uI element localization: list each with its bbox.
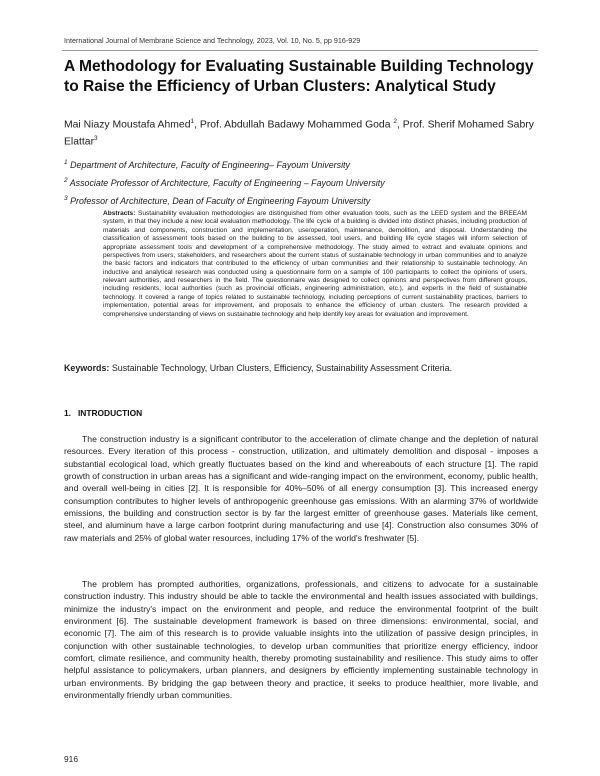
paper-title: A Methodology for Evaluating Sustainable Building Technology to Raise the Efficiency of Urban Clusters: Analytical Study: [64, 58, 534, 95]
page-number: 916: [64, 754, 78, 764]
author-name: Mai Niazy Moustafa Ahmed: [64, 119, 191, 131]
abstract-label: Abstracts:: [103, 210, 136, 217]
author-mark: 2: [393, 118, 398, 125]
affiliation-text: Department of Architecture, Faculty of Engineering– Fayoum University: [70, 159, 350, 170]
journal-header: International Journal of Membrane Science and Technology, 2023, Vol. 10, No. 5, pp 916-929: [64, 36, 361, 45]
author-mark: 3: [94, 134, 98, 142]
keywords: [64, 363, 544, 373]
affiliation-1: [64, 159, 350, 170]
abstract: [103, 210, 527, 319]
affiliation-text: Professor of Architecture, Dean of Faculty of Engineering Fayoum University: [70, 195, 371, 206]
paragraph: The construction industry is a significant contributor to the acceleration of climate change and the depletion of natural resources. Every iteration of this process - construction, utilization, and ultimately demolition and disposal - imposes a substantial ecological load, which greatly fluctuates based on the kind and whereabouts of each structure [1]. The rapid growth of construction in urban areas has a significant and wide-ranging impact on the environment, economy, public health, and overall well-being in cities [2]. It is responsible for 40%–50% of all energy consumption [3]. This increased energy consumption contributes to higher levels of anthropogenic greenhouse gas emissions. With an alarming 37% of worldwide emissions, the building and construction sector is by far the largest emitter of greenhouse gases. Materials like cement, steel, and aluminum have a large carbon footprint during manufacturing and use [4]. Construction also consumes 30% of raw materials and 25% of global water resources, including 17% of the world's freshwater [5].: [64, 434, 538, 543]
affiliation-mark: 2: [64, 177, 68, 184]
affiliation-3: [64, 195, 370, 206]
affiliation-mark: 1: [64, 159, 68, 166]
paragraph: The problem has prompted authorities, organizations, professionals, and citizens to advocate for a sustainable construction industry. This industry should be able to tackle the environmental and health issues associated with buildings, minimize the industry's impact on the environment and people, and reduce the environmental footprint of the built environment [6]. The sustainable development framework is based on three dimensions: environmental, social, and economic [7]. The aim of this research is to provide valuable insights into the utilization of passive design principles, in conjunction with other sustainable technologies, to develop urban communities that prioritize energy efficiency, indoor comfort, climate resilience, and community health, thereby promoting sustainability and resilience. This study aims to offer helpful assistance to policymakers, urban planners, and designers by efficiently implementing sustainable technology in urban environments. By bridging the gap between theory and practice, it seeks to produce healthier, more livable, and environmentally friendly urban communities.: [64, 579, 538, 701]
section-heading: 1. INTRODUCTION: [64, 408, 143, 418]
affiliation-text: Associate Professor of Architecture, Faculty of Engineering – Fayoum University: [69, 177, 385, 188]
author-name: Prof. Abdullah Badawy Mohammed Goda: [199, 119, 391, 131]
keywords-label: Keywords:: [64, 363, 110, 373]
keywords-text: Sustainable Technology, Urban Clusters, Efficiency, Sustainability Assessment Criteria.: [111, 363, 453, 373]
affiliation-mark: 3: [64, 195, 68, 202]
affiliation-2: [64, 177, 385, 188]
author-mark: 1: [190, 118, 195, 125]
header-rule: [62, 50, 538, 51]
author-name: Prof. Sherif Mohamed Sabry Elattar: [64, 119, 534, 148]
author-list: Mai Niazy Moustafa Ahmed$^1$, Prof. Abdullah Badawy Mohammed Goda $^2$, Prof. Sherif Mohamed Sabry Elattar$^3$: [64, 118, 534, 148]
abstract-text: Sustainability evaluation methodologies are distinguished from other evaluation tools, such as the LEED system and the BREEAM system, in that they include a new local evaluation methodology. The life cycle of a building is divided into distinct phases, including production of materials and components, construction and implementation, use/operation, maintenance, demolition, and disposal. Understanding the classification of assessment tools based on the building to be assessed, tool users, and building life cycle stages will inform selection of appropriate assessment tools and development of a comprehensive methodology. The study aimed to extract and evaluate opinions and perspectives from users, stakeholders, and researchers about the current status of sustainable technology in urban communities and to analyze the basic factors and indicators that contributed to the efficiency of urban communities and their relationship to sustainable technology. An inductive and analytical research was conducted using a questionnaire form on a sample of 100 participants to collect the opinions of users, relevant authorities, and researchers in the field. The questionnaire was designed to collect opinions and perspectives from different groups, including residents, local authorities (such as provincial officials, engineering administration, etc.), and experts in the field of sustainable technology. It covered a range of topics related to sustainable technology, including perceptions of current sustainability practices, barriers to implementation, potential areas for improvement, and proposals to enhance the efficiency of urban clusters. The research provided a comprehensive understanding of views on sustainable technology and help identify key areas for evaluation and improvement.: [103, 210, 527, 318]
